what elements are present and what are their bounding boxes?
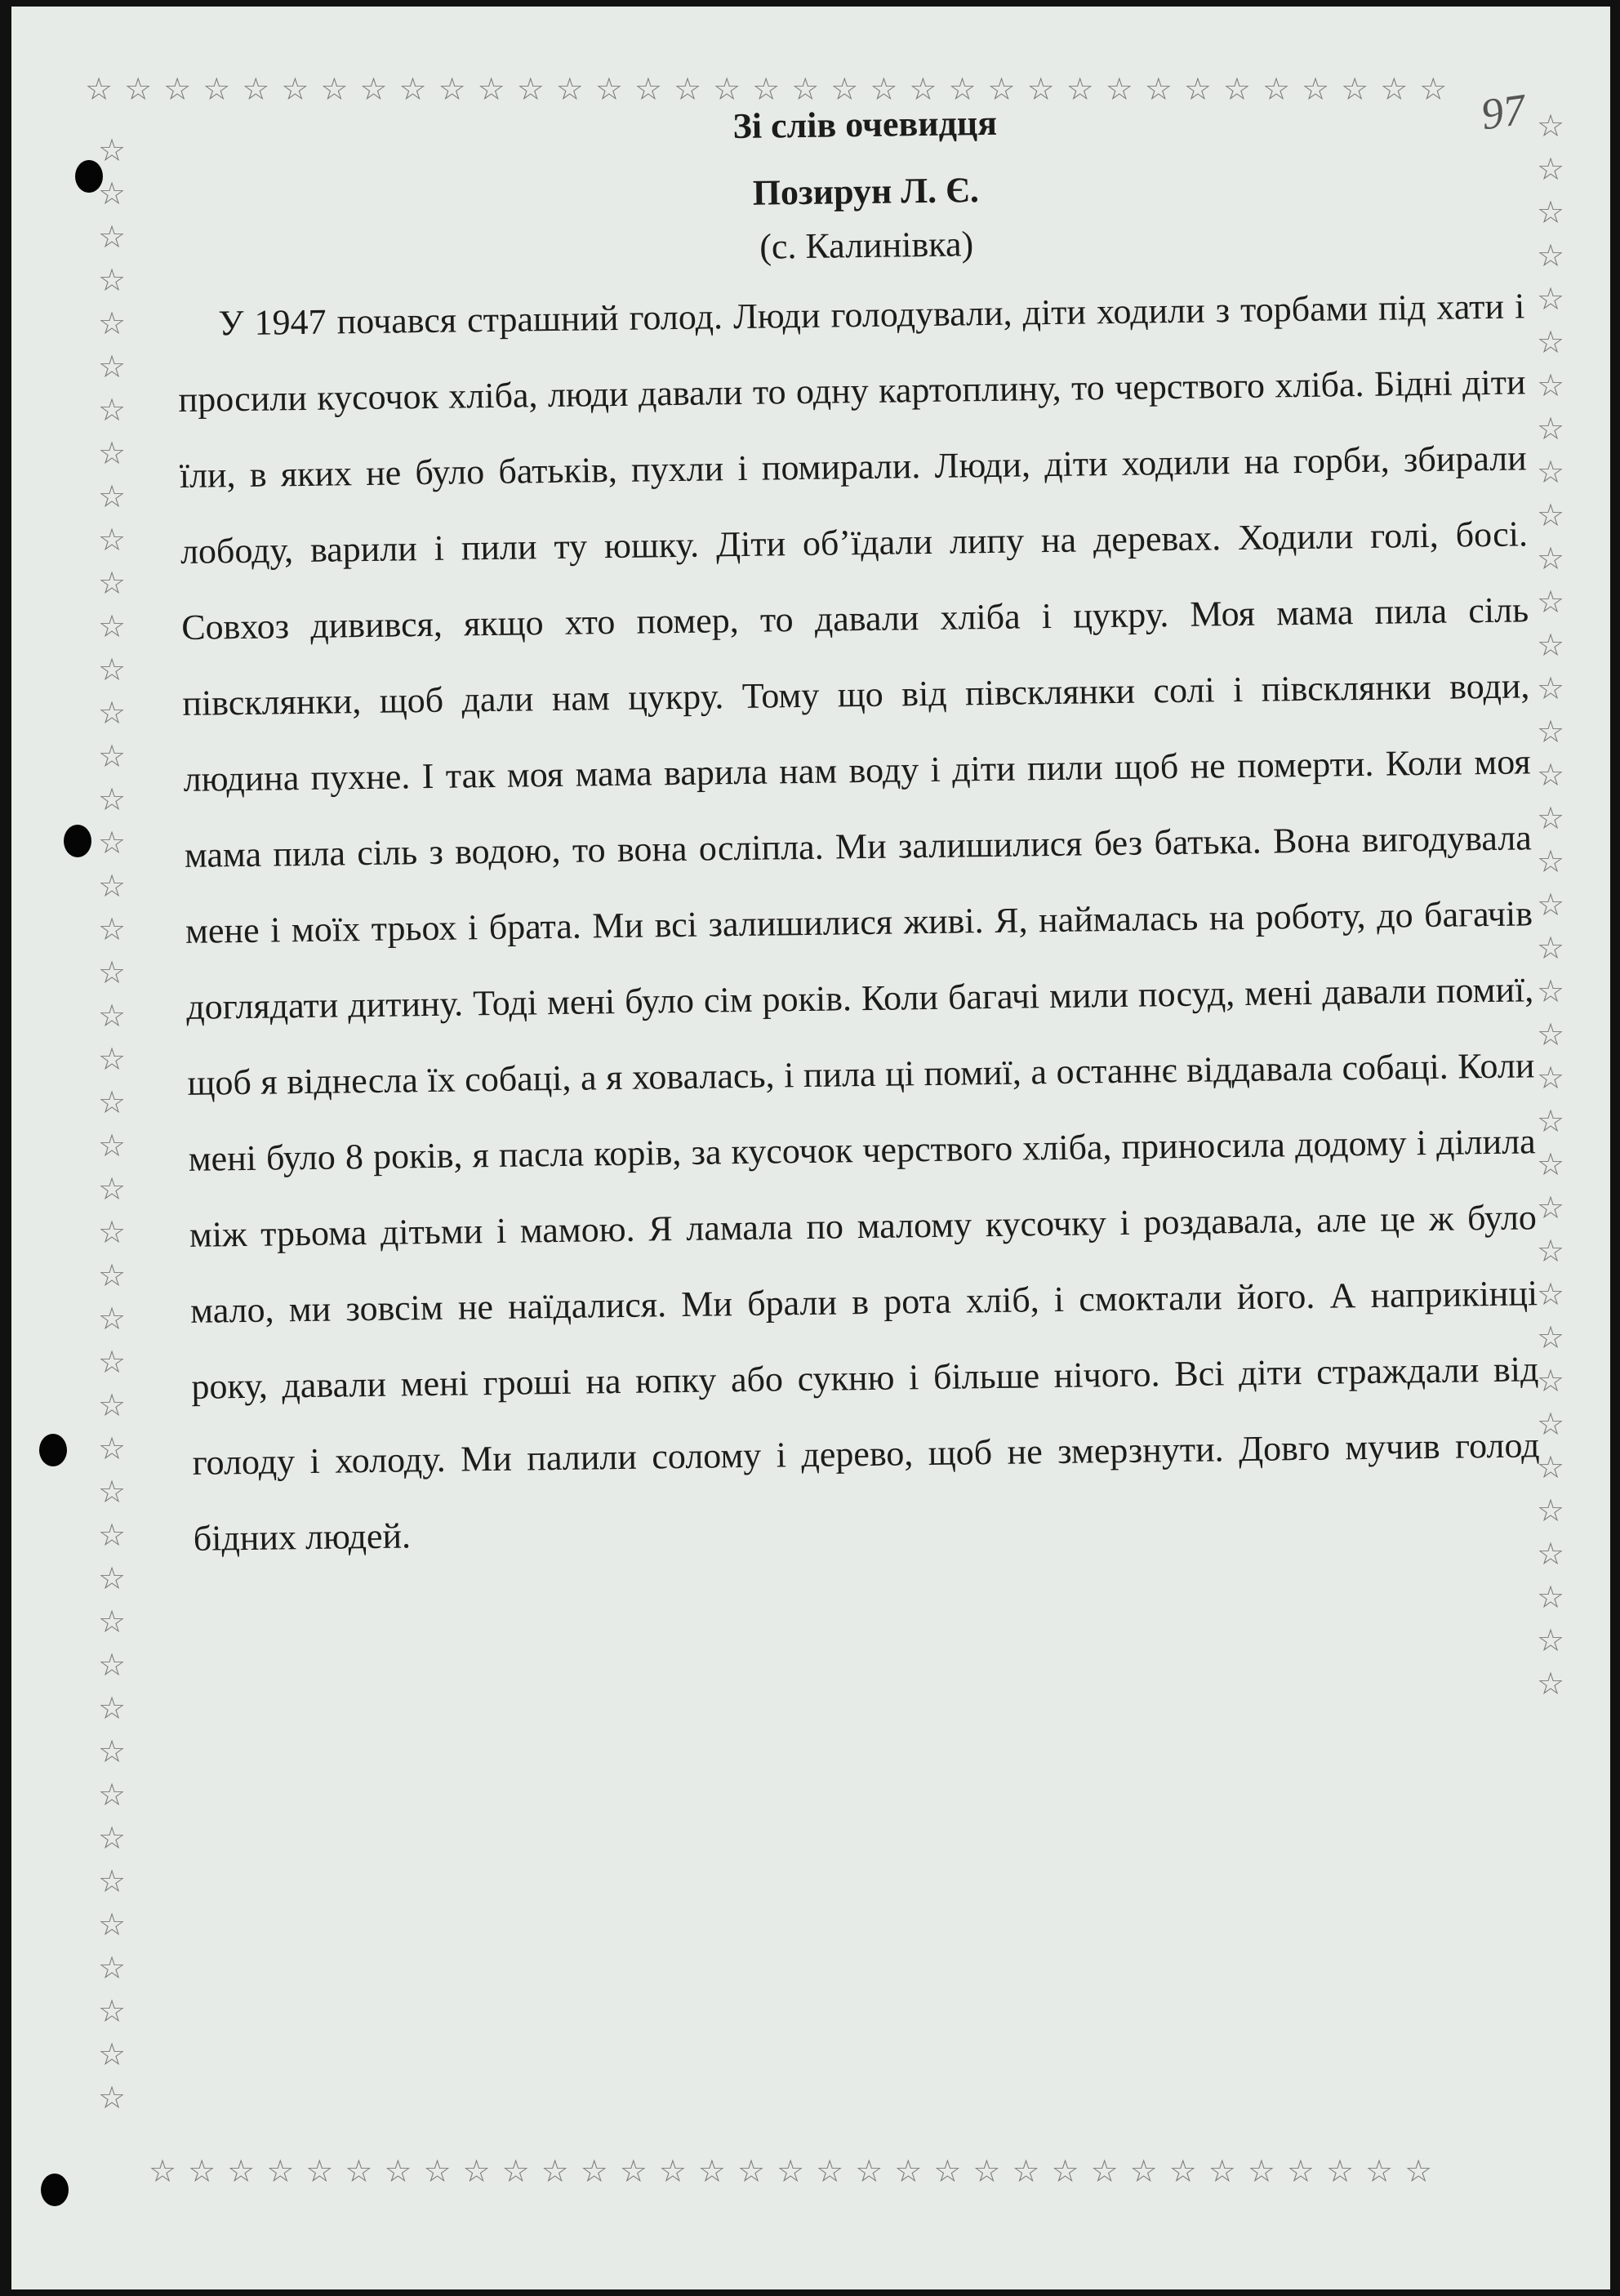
star-border-right-icon: ☆☆☆☆☆☆☆☆☆☆☆☆☆☆☆☆☆☆☆☆☆☆☆☆☆☆☆☆☆☆☆☆☆☆☆☆☆ xyxy=(1537,108,1565,1702)
star-border-left-icon: ☆☆☆☆☆☆☆☆☆☆☆☆☆☆☆☆☆☆☆☆☆☆☆☆☆☆☆☆☆☆☆☆☆☆☆☆☆☆☆☆☆☆☆☆☆☆ xyxy=(98,132,127,2116)
star-border-bottom-icon: ☆☆☆☆☆☆☆☆☆☆☆☆☆☆☆☆☆☆☆☆☆☆☆☆☆☆☆☆☆☆☆☆☆ xyxy=(149,2156,1444,2187)
punch-hole xyxy=(64,825,91,857)
page-number: 97 xyxy=(1478,84,1529,140)
document-heading: Зі слів очевидця xyxy=(732,102,998,147)
punch-hole xyxy=(41,2174,69,2206)
document-page xyxy=(11,7,1610,2289)
testimony-text: У 1947 почався страшний голод. Люди голодували, діти ходили з торбами під хати і просили кусочок хліба, люди давали то одну картоплину, то черствого хліба. Бідні діти їли, в яких не було батьків, пухли і помирали. Люди, діти ходили на горби, збирали лободу, варили і пили ту юшку. Діти об’їдали липу на деревах. Ходили голі, босі. Совхоз дивився, якщо хто помер, то давали хліба і цукру. Моя мама пила сіль півсклянки, щоб дали нам цукру. Тому що від півсклянки солі і півсклянки води, людина пухне. І так моя мама варила нам воду і діти пили щоб не померти. Коли моя мама пила сіль з водою, то вона осліпла. Ми залишилися без батька. Вона вигодувала мене і моїх трьох і брата. Ми всі залишилися живі. Я, наймалась на роботу, до багачів доглядати дитину. Тоді мені було сім років. Коли багачі мили посуд, мені давали помиї, щоб я віднесла їх собаці, а я ховалась, і пила ці помиї, а останнє віддавала собаці. Коли мені було 8 років, я пасла корів, за кусочок черствого хліба, приносила додому і ділила між трьома дітьми і мамою. Я ламала по малому кусочку і роздавала, але це ж було мало, ми зовсім не наїдалися. Ми брали в рота хліб, і смоктали його. А наприкінці року, давали мені гроші на юпку або сукню і більше нічого. Всі діти страждали від голоду і холоду. Ми палили солому і дерево, щоб не змерзнути. Довго мучив голод бідних людей. xyxy=(178,286,1540,1559)
punch-hole xyxy=(39,1434,67,1466)
document-content xyxy=(175,95,1573,1577)
village-name: (с. Калинівка) xyxy=(759,224,974,267)
star-border-top-icon: ☆☆☆☆☆☆☆☆☆☆☆☆☆☆☆☆☆☆☆☆☆☆☆☆☆☆☆☆☆☆☆☆☆☆☆ xyxy=(85,73,1459,105)
author-name: Позирун Л. Є. xyxy=(752,170,980,213)
